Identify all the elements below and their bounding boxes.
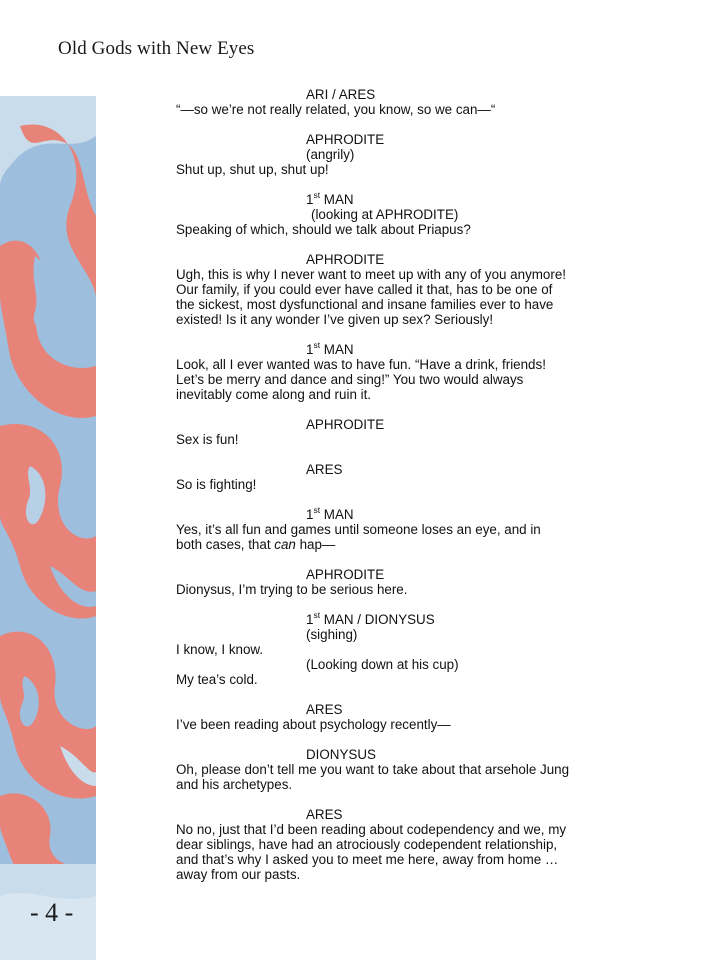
character-name-rest: MAN [320, 507, 354, 522]
character-name-rest: MAN [320, 342, 354, 357]
character-name: ARES [306, 807, 343, 822]
character-name: APHRODITE [306, 567, 385, 582]
dialogue-line: Sex is fun! [176, 432, 239, 447]
script-body [176, 87, 646, 897]
parenthetical: (looking at APHRODITE) [311, 207, 459, 222]
dialogue-line: Dionysus, I’m trying to be serious here. [176, 582, 408, 597]
character-name: APHRODITE [306, 417, 385, 432]
dialogue-line: Ugh, this is why I never want to meet up with any of you anymore! [176, 267, 567, 282]
script-block [176, 342, 646, 402]
dialogue-line: and that’s why I asked you to meet me here, away from home … [176, 852, 559, 867]
dialogue-line: Look, all I ever wanted was to have fun. “Have a drink, friends! [176, 357, 546, 372]
parenthetical: (sighing) [306, 627, 358, 642]
script-block [176, 462, 646, 492]
dialogue-line [176, 537, 646, 552]
script-block [176, 192, 646, 237]
character-name: ARES [306, 462, 343, 477]
dialogue-line: I’ve been reading about psychology recently— [176, 717, 451, 732]
dialogue-line: away from our pasts. [176, 867, 301, 882]
decorative-art-strip [0, 96, 96, 960]
dialogue-line: I know, I know. [176, 642, 264, 657]
script-block [176, 567, 646, 597]
dialogue-line: Shut up, shut up, shut up! [176, 162, 329, 177]
script-block [176, 702, 646, 732]
dialogue-line: and his archetypes. [176, 777, 293, 792]
script-block [176, 612, 646, 687]
dialogue-line: existed! Is it any wonder I’ve given up sex? Seriously! [176, 312, 494, 327]
ordinal-suffix: st [313, 610, 321, 620]
page-header-title: Old Gods with New Eyes [58, 38, 255, 59]
dialogue-line: inevitably come along and ruin it. [176, 387, 372, 402]
dialogue-line: Speaking of which, should we talk about Priapus? [176, 222, 471, 237]
dialogue-line: So is fighting! [176, 477, 257, 492]
dialogue-line: Our family, if you could ever have called it that, has to be one of [176, 282, 553, 297]
script-block [176, 252, 646, 327]
character-name: 1st MAN / DIONYSUS [306, 610, 435, 627]
character-name: APHRODITE [306, 132, 385, 147]
ordinal-suffix: st [313, 505, 321, 515]
dialogue-line: dear siblings, have had an atrociously codependent relationship, [176, 837, 558, 852]
dialogue-line: “—so we’re not really related, you know, so we can—“ [176, 102, 496, 117]
dialogue-line: My tea’s cold. [176, 672, 258, 687]
script-block [176, 132, 646, 177]
character-name: DIONYSUS [306, 747, 376, 762]
character-name-rest: MAN / DIONYSUS [320, 612, 435, 627]
character-name: 1st MAN [306, 505, 354, 522]
script-block [176, 417, 646, 447]
dialogue-text: hap— [295, 537, 336, 552]
character-name: 1st MAN [306, 190, 354, 207]
script-block [176, 747, 646, 792]
script-block [176, 87, 646, 117]
dialogue-line: Oh, please don’t tell me you want to take about that arsehole Jung [176, 762, 570, 777]
character-name: 1st MAN [306, 340, 354, 357]
script-block [176, 507, 646, 552]
character-name: ARI / ARES [306, 87, 376, 102]
dialogue-text: both cases, that [176, 537, 275, 552]
dialogue-line: Yes, it’s all fun and games until someone loses an eye, and in [176, 522, 541, 537]
parenthetical: (angrily) [306, 147, 355, 162]
page-number: - 4 - [30, 898, 74, 927]
dialogue-line: the sickest, most dysfunctional and insane families ever to have [176, 297, 554, 312]
emphasis-text: can [274, 537, 296, 552]
dialogue-line: No no, just that I’d been reading about codependency and we, my [176, 822, 567, 837]
dialogue-line: Let’s be merry and dance and sing!” You two would always [176, 372, 524, 387]
character-name: ARES [306, 702, 343, 717]
character-name-rest: MAN [320, 192, 354, 207]
script-block [176, 807, 646, 882]
character-name: APHRODITE [306, 252, 385, 267]
parenthetical: (Looking down at his cup) [306, 657, 459, 672]
ordinal-suffix: st [313, 340, 321, 350]
ordinal-suffix: st [313, 190, 321, 200]
